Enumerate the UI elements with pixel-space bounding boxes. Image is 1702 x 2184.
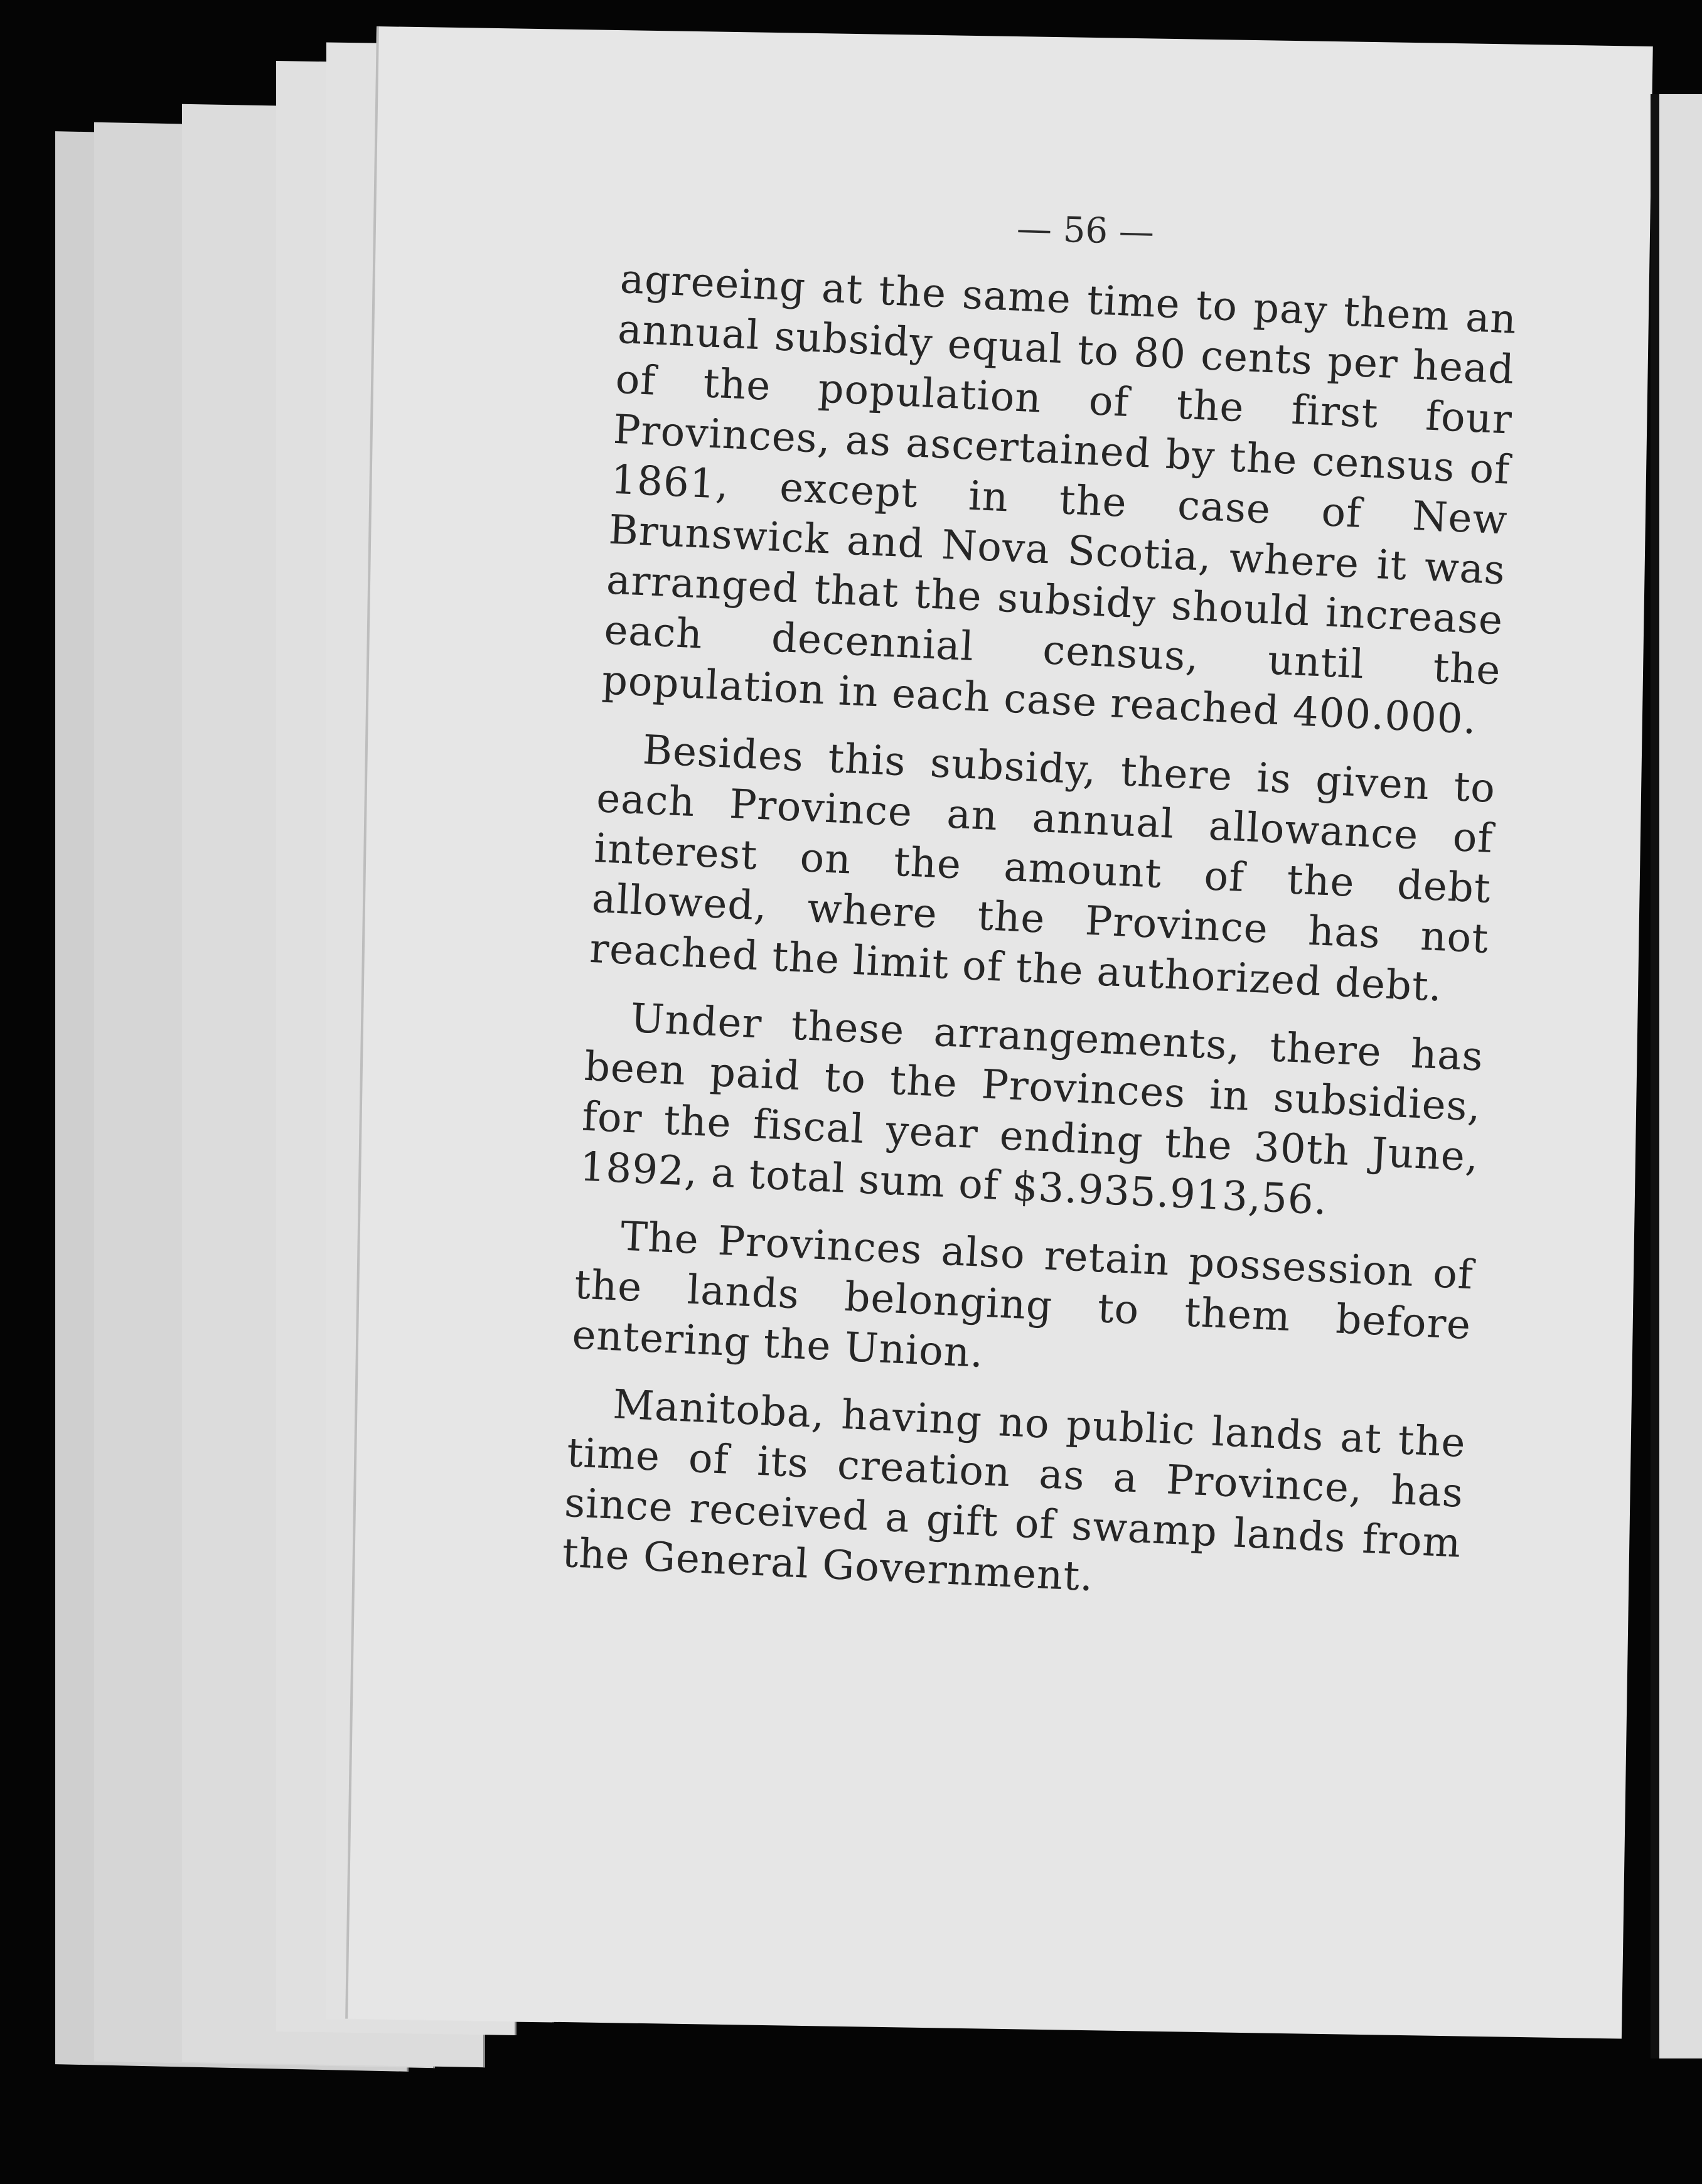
paragraph-manitoba: Manitoba, having no public lands at the time of its creation as a Province, has since received a gift of swamp lands from the General Government. (561, 1381, 1467, 1601)
paragraph-subsidy: Besides this subsidy, there is given to each Province an annual allowance of interest on the amount of the debt allowed, where the Province has not reached the limit of the authorized debt. (589, 727, 1497, 1011)
page-number: — 56 — (1016, 208, 1155, 253)
paragraph-arrangements: Under these arrangements, there has been paid to the Provinces in subsidies, for the fiscal year ending the 30th June, 1892, a total sum of $3.935.913,56. (579, 995, 1485, 1224)
paragraph-continuation: agreeing at the same time to pay them an annual subsidy equal to 80 cents per head of the population of the first four Provinces, as ascertained by the census of 1861, except in the case of New Brunswick and Nova Scotia, where it was arranged that the subsidy should increase each decennial census, until the population in each case reached 400.000. (601, 255, 1518, 744)
paragraph-lands: The Provinces also retain possession of the lands belonging to them before entering the Union. (571, 1213, 1475, 1377)
page-body-text (560, 254, 1518, 1637)
facing-page-edge (1651, 94, 1702, 2058)
